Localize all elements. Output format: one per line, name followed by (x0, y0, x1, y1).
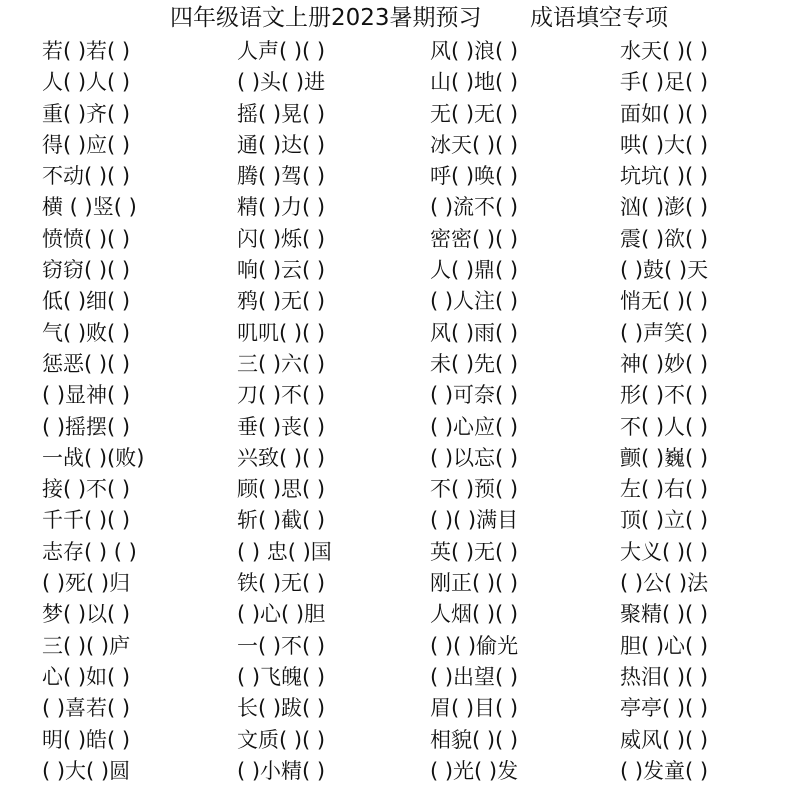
idiom-blank-item: 精( )力( ) (237, 195, 326, 220)
idiom-blank-item: ( ) 忠( )国 (237, 539, 332, 564)
idiom-blank-item: ( )公( )法 (620, 571, 709, 596)
idiom-blank-item: 兴致( )( ) (237, 445, 326, 470)
idiom-blank-item: 不( )预( ) (430, 477, 519, 502)
idiom-blank-item: 铁( )无( ) (237, 571, 326, 596)
idiom-blank-item: 三( )六( ) (237, 351, 326, 376)
idiom-blank-item: 明( )皓( ) (42, 727, 131, 752)
idiom-row (0, 349, 800, 380)
idiom-blank-item: ( )人注( ) (430, 289, 519, 314)
worksheet-title: 四年级语文上册2023暑期预习 (170, 5, 482, 31)
idiom-blank-item: 聚精( )( ) (620, 602, 709, 627)
idiom-blank-item: 相貌( )( ) (430, 727, 519, 752)
idiom-blank-item: 通( )达( ) (237, 132, 326, 157)
idiom-row (0, 99, 800, 130)
idiom-blank-item: 人( )人( ) (42, 70, 131, 95)
idiom-blank-item: 叽叽( )( ) (237, 320, 326, 345)
idiom-blank-item: 人( )鼎( ) (430, 258, 519, 283)
idiom-blank-item: 不动( )( ) (42, 164, 131, 189)
idiom-blank-item: 未( )先( ) (430, 351, 519, 376)
idiom-blank-item: 鸦( )无( ) (237, 289, 326, 314)
worksheet-subtitle: 成语填空专项 (530, 5, 668, 31)
idiom-blank-item: 面如( )( ) (620, 101, 709, 126)
idiom-blank-item: 密密( )( ) (430, 226, 519, 251)
idiom-blank-item: ( )鼓( )天 (620, 258, 709, 283)
idiom-blank-item: ( )死( )归 (42, 571, 131, 596)
idiom-blank-item: 大义( )( ) (620, 539, 709, 564)
idiom-blank-item: ( )出望( ) (430, 664, 519, 689)
idiom-blank-item: 腾( )驾( ) (237, 164, 326, 189)
idiom-blank-item: 震( )欲( ) (620, 226, 709, 251)
idiom-row (0, 505, 800, 536)
idiom-blank-item: ( )飞魄( ) (237, 664, 326, 689)
idiom-blank-item: 颤( )巍( ) (620, 445, 709, 470)
idiom-row (0, 756, 800, 787)
idiom-blank-item: ( )可奈( ) (430, 383, 519, 408)
idiom-row (0, 443, 800, 474)
idiom-blank-item: 手( )足( ) (620, 70, 709, 95)
idiom-blank-item: ( )光( )发 (430, 758, 519, 783)
idiom-blank-item: 斩( )截( ) (237, 508, 326, 533)
idiom-blank-item: ( )显神( ) (42, 383, 131, 408)
idiom-blank-item: 风( )雨( ) (430, 320, 519, 345)
idiom-row (0, 412, 800, 443)
idiom-blank-item: 气( )败( ) (42, 320, 131, 345)
idiom-row (0, 631, 800, 662)
idiom-blank-item: 低( )细( ) (42, 289, 131, 314)
idiom-blank-item: 志存( ) ( ) (42, 539, 137, 564)
idiom-row (0, 161, 800, 192)
idiom-blank-item: 一战( )(败) (42, 445, 145, 470)
idiom-blank-item: 垂( )丧( ) (237, 414, 326, 439)
idiom-blank-item: 呼( )唤( ) (430, 164, 519, 189)
idiom-blank-item: 人烟( )( ) (430, 602, 519, 627)
idiom-row (0, 380, 800, 411)
idiom-blank-item: ( )心( )胆 (237, 602, 326, 627)
idiom-row (0, 192, 800, 223)
idiom-blank-item: 左( )右( ) (620, 477, 709, 502)
idiom-blank-item: 亭亭( )( ) (620, 696, 709, 721)
idiom-blank-item: 闪( )烁( ) (237, 226, 326, 251)
idiom-blank-item: 热泪( )( ) (620, 664, 709, 689)
idiom-blank-item: 人声( )( ) (237, 39, 326, 63)
idiom-blank-item: 重( )齐( ) (42, 101, 131, 126)
idiom-row (0, 286, 800, 317)
idiom-blank-item: ( )心应( ) (430, 414, 519, 439)
idiom-blank-item: 风( )浪( ) (430, 39, 519, 63)
idiom-row (0, 130, 800, 161)
idiom-blank-item: 威风( )( ) (620, 727, 709, 752)
idiom-blank-item: 冰天( )( ) (430, 132, 519, 157)
idiom-blank-item: 三( )( )庐 (42, 633, 131, 658)
worksheet-header (0, 0, 800, 36)
idiom-blank-item: ( )以忘( ) (430, 445, 519, 470)
idiom-row (0, 693, 800, 724)
idiom-blank-item: 刀( )不( ) (237, 383, 326, 408)
idiom-blank-item: 心( )如( ) (42, 664, 131, 689)
idiom-grid (0, 36, 800, 786)
idiom-blank-item: 接( )不( ) (42, 477, 131, 502)
idiom-blank-item: ( )声笑( ) (620, 320, 709, 345)
idiom-blank-item: 坑坑( )( ) (620, 164, 709, 189)
idiom-blank-item: 顾( )思( ) (237, 477, 326, 502)
idiom-blank-item: 响( )云( ) (237, 258, 326, 283)
idiom-row (0, 537, 800, 568)
idiom-blank-item: 汹( )澎( ) (620, 195, 709, 220)
idiom-blank-item: 愤愤( )( ) (42, 226, 131, 251)
idiom-row (0, 36, 800, 67)
idiom-blank-item: ( )( )偷光 (430, 633, 519, 658)
idiom-blank-item: 横 ( )竖( ) (42, 195, 137, 220)
idiom-blank-item: 悄无( )( ) (620, 289, 709, 314)
idiom-blank-item: 形( )不( ) (620, 383, 709, 408)
idiom-blank-item: 摇( )晃( ) (237, 101, 326, 126)
idiom-row (0, 599, 800, 630)
idiom-blank-item: ( )大( )圆 (42, 758, 131, 783)
idiom-blank-item: 山( )地( ) (430, 70, 519, 95)
idiom-row (0, 725, 800, 756)
idiom-blank-item: 刚正( )( ) (430, 571, 519, 596)
idiom-blank-item: ( )摇摆( ) (42, 414, 131, 439)
idiom-blank-item: 一( )不( ) (237, 633, 326, 658)
idiom-row (0, 318, 800, 349)
idiom-blank-item: 水天( )( ) (620, 39, 709, 63)
idiom-blank-item: 哄( )大( ) (620, 132, 709, 157)
idiom-row (0, 662, 800, 693)
idiom-blank-item: 得( )应( ) (42, 132, 131, 157)
idiom-blank-item: ( )喜若( ) (42, 696, 131, 721)
idiom-blank-item: ( )( )满目 (430, 508, 519, 533)
idiom-blank-item: ( )小精( ) (237, 758, 326, 783)
idiom-row (0, 224, 800, 255)
idiom-blank-item: 长( )跋( ) (237, 696, 326, 721)
idiom-blank-item: 惩恶( )( ) (42, 351, 131, 376)
idiom-blank-item: ( )流不( ) (430, 195, 519, 220)
idiom-row (0, 67, 800, 98)
idiom-blank-item: 胆( )心( ) (620, 633, 709, 658)
idiom-blank-item: 千千( )( ) (42, 508, 131, 533)
idiom-row (0, 568, 800, 599)
idiom-blank-item: 眉( )目( ) (430, 696, 519, 721)
idiom-blank-item: 不( )人( ) (620, 414, 709, 439)
idiom-blank-item: 窃窃( )( ) (42, 258, 131, 283)
idiom-blank-item: 神( )妙( ) (620, 351, 709, 376)
idiom-blank-item: 英( )无( ) (430, 539, 519, 564)
idiom-blank-item: 无( )无( ) (430, 101, 519, 126)
idiom-row (0, 474, 800, 505)
idiom-blank-item: 若( )若( ) (42, 39, 131, 63)
idiom-blank-item: 梦( )以( ) (42, 602, 131, 627)
idiom-blank-item: ( )头( )进 (237, 70, 326, 95)
idiom-blank-item: 文质( )( ) (237, 727, 326, 752)
idiom-blank-item: 顶( )立( ) (620, 508, 709, 533)
idiom-row (0, 255, 800, 286)
idiom-blank-item: ( )发童( ) (620, 758, 709, 783)
